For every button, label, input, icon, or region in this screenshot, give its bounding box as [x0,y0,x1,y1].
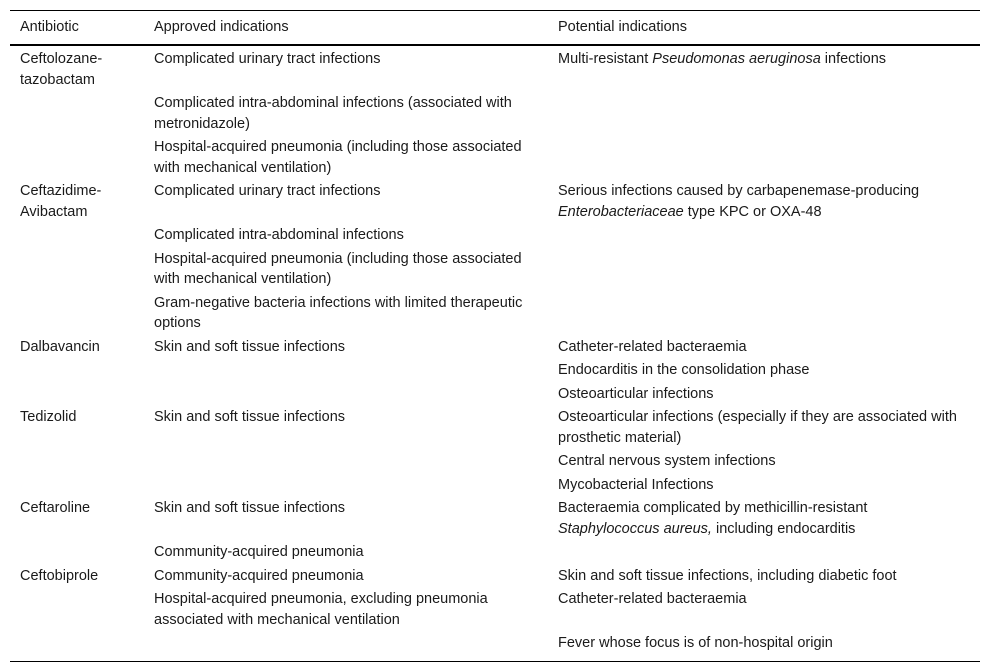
table-row [10,497,980,541]
organism-name: Staphylococcus aureus, [558,520,712,537]
cell-antibiotic [10,224,144,248]
cell-antibiotic [10,474,144,498]
cell-potential-indication [548,336,980,360]
cell-antibiotic [10,92,144,136]
indication-text: Mycobacterial Infections [558,476,714,493]
indication-text: Bacteraemia complicated by methicillin-resistant [558,500,868,516]
cell-potential-indication [548,497,980,541]
cell-approved-indication: Complicated urinary tract infections [154,183,381,199]
cell-antibiotic [10,248,144,292]
indication-text: Central nervous system infections [558,453,776,469]
table-header-row [10,11,980,46]
table-row [10,180,980,224]
table-row [10,136,980,180]
indication-text: infections [820,51,887,67]
cell-potential-indication [548,632,980,661]
cell-approved-indication: Hospital-acquired pneumonia, excluding pneumonia associated with mechanical ventilation [154,591,488,628]
cell-antibiotic: Ceftazidime-Avibactam [20,183,102,220]
indication-text: Catheter-related bacteraemia [558,338,747,355]
table-row [10,336,980,360]
table-row [10,565,980,589]
cell-approved-indication: Skin and soft tissue infections [154,409,346,425]
table-row [10,359,980,383]
header-potential-indications: Potential indications [558,19,687,35]
indication-text: Endocarditis in the consolidation phase [558,362,810,378]
table-row [10,474,980,498]
cell-antibiotic [10,359,144,383]
table-row [10,224,980,248]
cell-antibiotic [10,383,144,407]
table-row [10,45,980,92]
indication-text: Catheter-related bacteraemia [558,591,747,607]
cell-potential-indication [548,92,980,136]
cell-antibiotic [10,292,144,336]
cell-potential-indication [548,292,980,336]
cell-antibiotic: Dalbavancin [20,338,100,355]
table-row [10,292,980,336]
cell-potential-indication [548,450,980,474]
indication-text: Multi-resistant [558,51,653,67]
cell-approved-indication [144,450,548,474]
table-row [10,588,980,632]
cell-antibiotic [10,136,144,180]
cell-potential-indication [548,565,980,589]
cell-antibiotic [10,588,144,632]
cell-approved-indication: Gram-negative bacteria infections with limited therapeutic options [154,294,523,331]
table-row [10,541,980,565]
cell-antibiotic: Ceftobiprole [20,567,99,584]
cell-antibiotic: Tedizolid [20,409,77,425]
cell-potential-indication [548,248,980,292]
cell-approved-indication [144,359,548,383]
cell-potential-indication [548,588,980,632]
cell-potential-indication [548,136,980,180]
cell-approved-indication: Complicated intra-abdominal infections (associated with metronidazole) [154,95,512,132]
indication-text: type KPC or OXA-48 [683,203,822,220]
cell-potential-indication [548,406,980,450]
table-row [10,92,980,136]
organism-name: Pseudomonas aeruginosa [652,51,821,67]
indication-text: including endocarditis [711,520,856,537]
cell-approved-indication: Hospital-acquired pneumonia (including those associated with mechanical ventilation) [154,139,522,176]
cell-approved-indication: Hospital-acquired pneumonia (including those associated with mechanical ventilation) [154,250,522,287]
table-row [10,406,980,450]
table-row [10,632,980,661]
indication-text: Osteoarticular infections (especially if they are associated with prosthetic material) [558,409,957,446]
indication-text: Serious infections caused by carbapenemase-producing [558,183,920,199]
cell-approved-indication [144,474,548,498]
organism-name: Enterobacteriaceae [558,203,684,220]
cell-potential-indication [548,224,980,248]
cell-potential-indication [548,474,980,498]
table-body [10,45,980,661]
cell-approved-indication: Complicated intra-abdominal infections [154,227,404,243]
header-approved-indications: Approved indications [154,19,289,35]
table-row [10,450,980,474]
cell-approved-indication [144,632,548,661]
cell-approved-indication: Community-acquired pneumonia [154,567,364,584]
cell-potential-indication [548,359,980,383]
table-row [10,383,980,407]
cell-antibiotic: Ceftaroline [20,500,91,516]
cell-potential-indication [548,383,980,407]
cell-antibiotic [10,450,144,474]
cell-potential-indication [548,541,980,565]
indication-text: Skin and soft tissue infections, including diabetic foot [558,567,897,584]
cell-antibiotic [10,541,144,565]
cell-potential-indication [548,180,980,224]
cell-approved-indication: Skin and soft tissue infections [154,338,346,355]
indication-text: Fever whose focus is of non-hospital origin [558,635,833,651]
cell-antibiotic: Ceftolozane-tazobactam [20,51,103,88]
cell-antibiotic [10,632,144,661]
indications-table-container [10,10,980,662]
cell-approved-indication: Complicated urinary tract infections [154,51,381,67]
indication-text: Osteoarticular infections [558,385,714,402]
indications-table [10,10,980,662]
cell-approved-indication: Skin and soft tissue infections [154,500,346,516]
cell-approved-indication [144,383,548,407]
cell-approved-indication: Community-acquired pneumonia [154,544,364,560]
header-antibiotic: Antibiotic [20,19,79,35]
cell-potential-indication [548,45,980,92]
table-row [10,248,980,292]
